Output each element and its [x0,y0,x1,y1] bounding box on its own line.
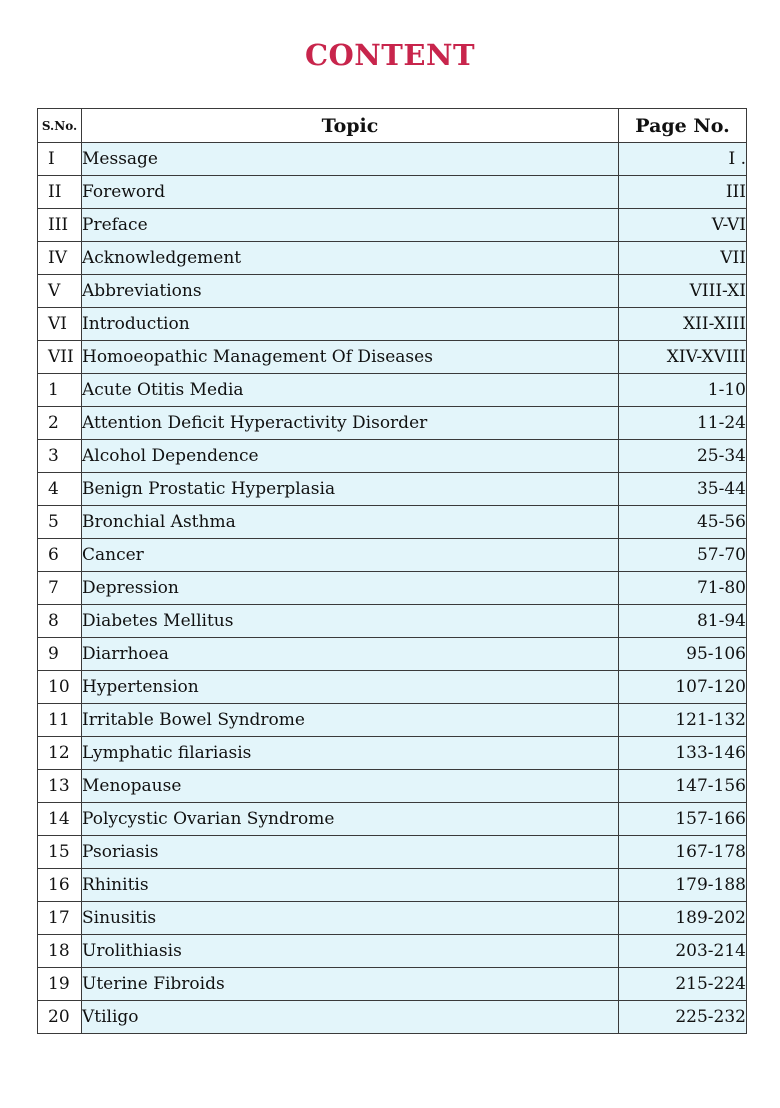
row-page-no: III [619,176,747,209]
row-sno: 9 [38,638,82,671]
row-sno: 13 [38,770,82,803]
row-topic: Psoriasis [82,836,619,869]
row-topic: Attention Deficit Hyperactivity Disorder [82,407,619,440]
table-row [38,473,747,506]
table-row [38,539,747,572]
row-page-no: 71-80 [619,572,747,605]
row-page-no: V-VI [619,209,747,242]
row-sno: III [38,209,82,242]
header-topic: Topic [82,109,619,143]
row-topic: Diabetes Mellitus [82,605,619,638]
row-sno: 12 [38,737,82,770]
row-sno: 14 [38,803,82,836]
table-row [38,902,747,935]
table-row [38,671,747,704]
row-sno: VII [38,341,82,374]
table-row [38,572,747,605]
row-sno: 8 [38,605,82,638]
row-page-no: 189-202 [619,902,747,935]
row-sno: 17 [38,902,82,935]
table-row [38,605,747,638]
row-topic: Foreword [82,176,619,209]
row-topic: Vtiligo [82,1001,619,1034]
table-row [38,704,747,737]
row-sno: VI [38,308,82,341]
table-row [38,341,747,374]
row-page-no: 107-120 [619,671,747,704]
row-sno: 3 [38,440,82,473]
table-row [38,209,747,242]
table-row [38,803,747,836]
row-page-no: 35-44 [619,473,747,506]
row-topic: Diarrhoea [82,638,619,671]
row-page-no: 1-10 [619,374,747,407]
header-row [38,109,747,143]
table-row [38,407,747,440]
row-page-no: 11-24 [619,407,747,440]
table-row [38,935,747,968]
row-sno: 4 [38,473,82,506]
row-topic: Rhinitis [82,869,619,902]
row-page-no: 133-146 [619,737,747,770]
header-sno: S.No. [38,109,82,143]
table-row [38,374,747,407]
row-topic: Sinusitis [82,902,619,935]
row-topic: Acute Otitis Media [82,374,619,407]
row-page-no: 225-232 [619,1001,747,1034]
row-sno: V [38,275,82,308]
row-sno: 10 [38,671,82,704]
row-topic: Lymphatic filariasis [82,737,619,770]
row-topic: Abbreviations [82,275,619,308]
row-topic: Irritable Bowel Syndrome [82,704,619,737]
row-page-no: XIV-XVIII [619,341,747,374]
row-page-no: 179-188 [619,869,747,902]
table-row [38,1001,747,1034]
row-sno: 2 [38,407,82,440]
row-topic: Alcohol Dependence [82,440,619,473]
row-topic: Hypertension [82,671,619,704]
row-page-no: 167-178 [619,836,747,869]
table-row [38,275,747,308]
row-page-no: 157-166 [619,803,747,836]
row-page-no: 81-94 [619,605,747,638]
row-sno: 1 [38,374,82,407]
row-topic: Acknowledgement [82,242,619,275]
table-header [38,109,747,143]
row-topic: Introduction [82,308,619,341]
row-sno: 19 [38,968,82,1001]
row-page-no: 95-106 [619,638,747,671]
row-topic: Bronchial Asthma [82,506,619,539]
page-title: CONTENT [304,38,476,72]
table-row [38,836,747,869]
row-topic: Cancer [82,539,619,572]
row-topic: Menopause [82,770,619,803]
table-row [38,770,747,803]
row-sno: I [38,143,82,176]
row-topic: Message [82,143,619,176]
row-sno: 18 [38,935,82,968]
row-page-no: 215-224 [619,968,747,1001]
row-page-no: 57-70 [619,539,747,572]
table-body [38,143,747,1034]
row-sno: II [38,176,82,209]
row-sno: 6 [38,539,82,572]
row-sno: 5 [38,506,82,539]
table-row [38,638,747,671]
row-page-no: VII [619,242,747,275]
table-row [38,737,747,770]
header-page-no: Page No. [619,109,747,143]
table-row [38,506,747,539]
row-page-no: 45-56 [619,506,747,539]
contents-table [37,108,747,1034]
row-sno: 20 [38,1001,82,1034]
table-row [38,869,747,902]
row-sno: 16 [38,869,82,902]
row-topic: Uterine Fibroids [82,968,619,1001]
row-sno: 15 [38,836,82,869]
row-page-no: XII-XIII [619,308,747,341]
table-row [38,968,747,1001]
table-row [38,176,747,209]
table-row [38,308,747,341]
row-page-no: 203-214 [619,935,747,968]
row-topic: Depression [82,572,619,605]
row-sno: 7 [38,572,82,605]
row-sno: 11 [38,704,82,737]
table-row [38,242,747,275]
row-topic: Preface [82,209,619,242]
row-page-no: I . [619,143,747,176]
row-topic: Polycystic Ovarian Syndrome [82,803,619,836]
row-sno: IV [38,242,82,275]
table-row [38,440,747,473]
row-topic: Urolithiasis [82,935,619,968]
table-row [38,143,747,176]
row-page-no: 147-156 [619,770,747,803]
row-page-no: VIII-XI [619,275,747,308]
row-page-no: 121-132 [619,704,747,737]
row-topic: Benign Prostatic Hyperplasia [82,473,619,506]
row-page-no: 25-34 [619,440,747,473]
row-topic: Homoeopathic Management Of Diseases [82,341,619,374]
